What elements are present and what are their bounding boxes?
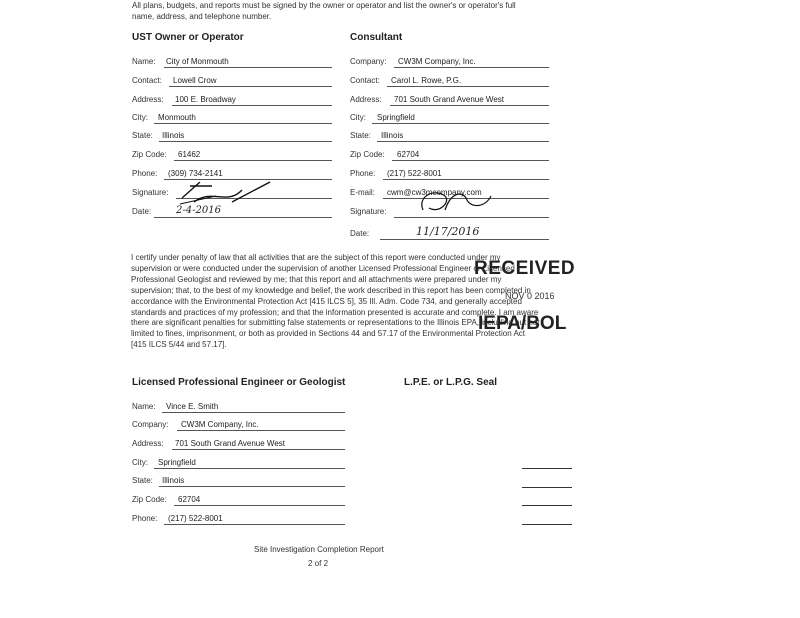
field-label: Date: xyxy=(350,229,370,238)
field-line xyxy=(377,141,549,142)
field-label: Phone: xyxy=(132,514,158,523)
owner-state-row xyxy=(132,128,332,142)
field-label: Address: xyxy=(132,95,164,104)
footer-title: Site Investigation Completion Report xyxy=(254,545,384,554)
field-line xyxy=(164,524,345,525)
intro-text: All plans, budgets, and reports must be signed by the owner or operator and list the owner's or operator's full name, address, and telephone number. xyxy=(132,1,516,21)
lpe-address-value[interactable]: 701 South Grand Avenue West xyxy=(175,439,286,448)
owner-name-row xyxy=(132,54,332,68)
field-line xyxy=(390,105,549,106)
field-label: Contact: xyxy=(350,76,380,85)
field-label: Signature: xyxy=(350,207,387,216)
lpe-city-value[interactable]: Springfield xyxy=(158,458,196,467)
owner-address-value[interactable]: 100 E. Broadway xyxy=(175,95,236,104)
field-label: Zip Code: xyxy=(132,495,167,504)
lpe-company-value[interactable]: CW3M Company, Inc. xyxy=(181,420,259,429)
owner-address-row xyxy=(132,92,332,106)
field-line xyxy=(169,86,332,87)
seal-line xyxy=(522,487,572,488)
certification-text: I certify under penalty of law that all activities that are the subject of this report were conducted under my supervision or were conducted under the supervision of another Licensed Professional Engineer or Licensed Professional Geologist and reviewed by me; that this report and all attachments were prepared under my supervision; that, to the best of my knowledge and belief, the work described in this report has been completed in accordance with the Environmental Protection Act [415 ILCS 5], 35 Ill. Adm. Code 734, and generally accepted standards and practices of my profession; and that the information presented is accurate and complete. I am aware there are significant penalties for submitting false statements or representations to the Illinois EPA, including but not limited to fines, imprisonment, or both as provided in Sections 44 and 57.17 of the Environmental Protection Act [415 ILCS 5/44 and 57.17]. xyxy=(131,253,540,350)
field-label: Zip Code: xyxy=(350,150,385,159)
field-line xyxy=(394,67,549,68)
field-line xyxy=(383,179,549,180)
field-label: City: xyxy=(350,113,366,122)
field-label: Address: xyxy=(132,439,164,448)
consultant-city-value[interactable]: Springfield xyxy=(377,113,415,122)
field-line xyxy=(372,123,549,124)
consultant-state-row xyxy=(350,128,549,142)
lpe-heading: Licensed Professional Engineer or Geologist xyxy=(132,377,346,388)
consultant-zip-row xyxy=(350,147,549,161)
lpe-name-row xyxy=(132,399,345,413)
footer-page: 2 of 2 xyxy=(308,559,329,568)
seal-heading: L.P.E. or L.P.G. Seal xyxy=(404,377,498,388)
field-label: Date: xyxy=(132,207,152,216)
consultant-contact-row xyxy=(350,73,549,87)
lpe-state-row xyxy=(132,473,345,487)
lpe-phone-value[interactable]: (217) 522-8001 xyxy=(168,514,223,523)
consultant-state-value[interactable]: Illinois xyxy=(381,131,404,140)
field-label: Zip Code: xyxy=(132,150,167,159)
consultant-zip-value[interactable]: 62704 xyxy=(397,150,420,159)
field-label: City: xyxy=(132,458,148,467)
field-line xyxy=(154,123,332,124)
field-label: Company: xyxy=(350,57,387,66)
lpe-company-row xyxy=(132,417,345,431)
consultant-phone-row xyxy=(350,166,549,180)
field-line xyxy=(162,412,345,413)
owner-state-value[interactable]: Illinois xyxy=(162,131,185,140)
owner-contact-value[interactable]: Lowell Crow xyxy=(173,76,217,85)
consultant-email-value[interactable]: cwm@cw3mcompany.com xyxy=(387,188,482,197)
owner-city-row xyxy=(132,110,332,124)
owner-signature-image xyxy=(172,176,282,212)
received-stamp-date: NOV 0 2016 xyxy=(505,291,555,301)
field-line xyxy=(380,239,549,240)
seal-line xyxy=(522,505,572,506)
owner-phone-value[interactable]: (309) 734-2141 xyxy=(168,169,223,178)
field-line xyxy=(177,430,345,431)
consultant-date-row xyxy=(350,226,549,240)
seal-line xyxy=(522,468,572,469)
seal-line xyxy=(522,524,572,525)
consultant-contact-value[interactable]: Carol L. Rowe, P.G. xyxy=(391,76,462,85)
consultant-address-value[interactable]: 701 South Grand Avenue West xyxy=(394,95,505,104)
field-label: Phone: xyxy=(350,169,376,178)
consultant-city-row xyxy=(350,110,549,124)
owner-zip-value[interactable]: 61462 xyxy=(178,150,201,159)
field-label: State: xyxy=(132,131,153,140)
field-label: Name: xyxy=(132,57,156,66)
field-label: City: xyxy=(132,113,148,122)
consultant-address-row xyxy=(350,92,549,106)
lpe-state-value[interactable]: Illinois xyxy=(162,476,185,485)
owner-name-value[interactable]: City of Monmouth xyxy=(166,57,229,66)
field-line xyxy=(159,141,332,142)
owner-heading: UST Owner or Operator xyxy=(132,32,244,43)
consultant-phone-value[interactable]: (217) 522-8001 xyxy=(387,169,442,178)
received-stamp-agency: IEPA/BOL xyxy=(478,313,567,334)
lpe-city-row xyxy=(132,455,345,469)
lpe-address-row xyxy=(132,436,345,450)
owner-contact-row xyxy=(132,73,332,87)
owner-date-value[interactable]: 2-4-2016 xyxy=(176,205,221,216)
lpe-zip-value[interactable]: 62704 xyxy=(178,495,201,504)
field-label: E-mail: xyxy=(350,188,375,197)
field-line xyxy=(387,86,549,87)
field-line xyxy=(174,505,345,506)
consultant-heading: Consultant xyxy=(350,32,403,43)
field-line xyxy=(172,449,345,450)
lpe-name-value[interactable]: Vince E. Smith xyxy=(166,402,219,411)
field-line xyxy=(172,105,332,106)
field-line xyxy=(159,486,345,487)
owner-city-value[interactable]: Monmouth xyxy=(158,113,196,122)
field-line xyxy=(154,217,332,218)
owner-zip-row xyxy=(132,147,332,161)
field-line xyxy=(154,468,345,469)
received-stamp-title: RECEIVED xyxy=(474,258,576,279)
field-label: Company: xyxy=(132,420,169,429)
field-line xyxy=(174,160,332,161)
lpe-zip-row xyxy=(132,492,345,506)
consultant-company-value[interactable]: CW3M Company, Inc. xyxy=(398,57,476,66)
field-line xyxy=(164,67,332,68)
field-label: Name: xyxy=(132,402,156,411)
field-label: Signature: xyxy=(132,188,169,197)
field-label: Phone: xyxy=(132,169,158,178)
field-label: State: xyxy=(132,476,153,485)
field-label: Address: xyxy=(350,95,382,104)
field-line xyxy=(392,160,549,161)
field-label: Contact: xyxy=(132,76,162,85)
consultant-signature-image xyxy=(415,186,495,218)
lpe-phone-row xyxy=(132,511,345,525)
field-label: State: xyxy=(350,131,371,140)
consultant-company-row xyxy=(350,54,549,68)
consultant-date-value[interactable]: 11/17/2016 xyxy=(416,225,480,238)
